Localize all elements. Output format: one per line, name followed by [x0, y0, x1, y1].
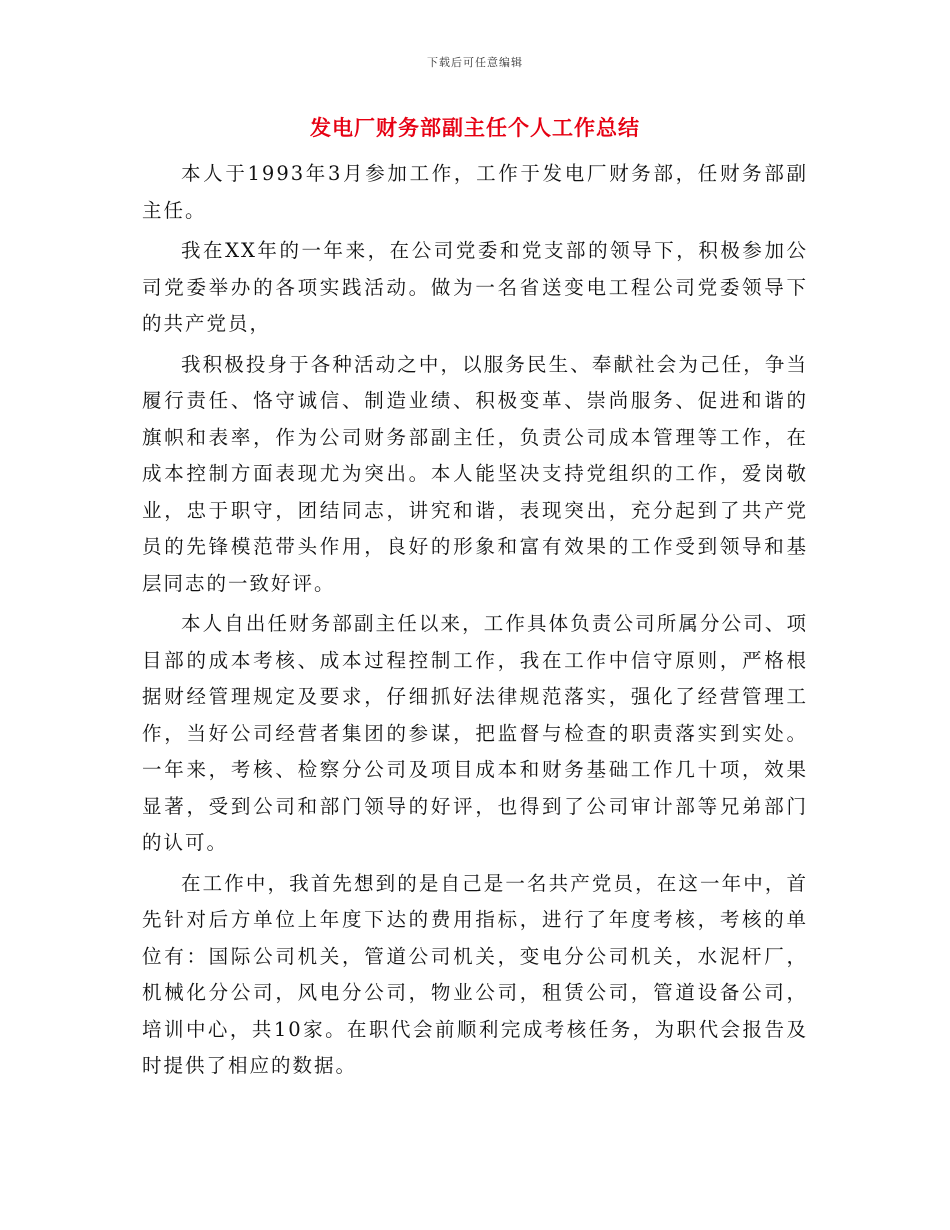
paragraph-1: 本人于1993年3月参加工作，工作于发电厂财务部，任财务部副主任。	[142, 162, 808, 222]
paragraph-4: 本人自出任财务部副主任以来，工作具体负责公司所属分公司、项目部的成本考核、成本过程控制工作，我在工作中信守原则，严格根据财经管理规定及要求，仔细抓好法律规范落实，强化了经营管理工作，当好公司经营者集团的参谋，把监督与检查的职责落实到实处。一年来，考核、检察分公司及项目成本和财务基础工作几十项，效果显著，受到公司和部门领导的好评，也得到了公司审计部等兄弟部门的认可。	[142, 612, 808, 854]
paragraph-2: 我在XX年的一年来，在公司党委和党支部的领导下，积极参加公司党委举办的各项实践活动。做为一名省送变电工程公司党委领导下的共产党员，	[142, 239, 808, 335]
document-title: 发电厂财务部副主任个人工作总结	[310, 115, 640, 140]
header-note: 下载后可任意编辑	[427, 56, 523, 69]
paragraph-5: 在工作中，我首先想到的是自己是一名共产党员，在这一年中，首先针对后方单位上年度下达的费用指标，进行了年度考核，考核的单位有：国际公司机关，管道公司机关，变电分公司机关，水泥杆厂，机械化分公司，风电分公司，物业公司，租赁公司，管道设备公司，培训中心，共10家。在职代会前顺利完成考核任务，为职代会报告及时提供了相应的数据。	[142, 871, 808, 1077]
document-body	[142, 156, 808, 1089]
paragraph-3: 我积极投身于各种活动之中，以服务民生、奉献社会为己任，争当履行责任、恪守诚信、制造业绩、积极变革、崇尚服务、促进和谐的旗帜和表率，作为公司财务部副主任，负责公司成本管理等工作，在成本控制方面表现尤为突出。本人能坚决支持党组织的工作，爱岗敬业，忠于职守，团结同志，讲究和谐，表现突出，充分起到了共产党员的先锋模范带头作用，良好的形象和富有效果的工作受到领导和基层同志的一致好评。	[142, 352, 808, 595]
